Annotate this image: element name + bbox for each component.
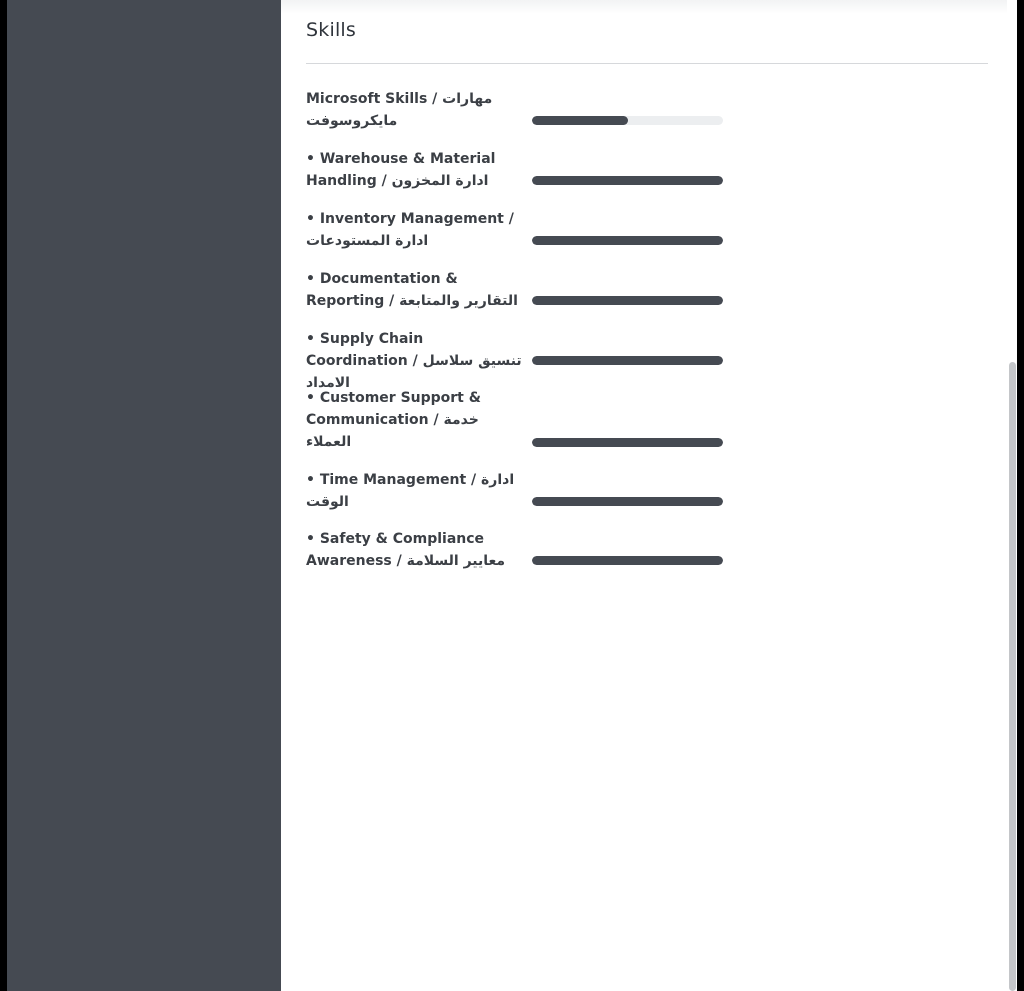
skill-level-fill	[532, 236, 723, 245]
previous-section-edge	[281, 0, 1017, 14]
skill-label: Microsoft Skills / مهارات مايكروسوفت	[306, 91, 493, 129]
skill-level-fill	[532, 296, 723, 305]
skill-item	[306, 208, 946, 252]
skill-level-bar	[532, 116, 723, 125]
skill-label: • Time Management / ادارة الوقت	[306, 472, 515, 510]
skill-level-bar	[532, 438, 723, 447]
resume-page	[7, 0, 1017, 991]
skill-level-fill	[532, 497, 723, 506]
skill-level-bar	[532, 556, 723, 565]
scrollbar-thumb[interactable]	[1009, 362, 1016, 991]
skill-label: • Documentation & Reporting / التقارير والمتابعة	[306, 271, 518, 309]
skill-item	[306, 328, 946, 394]
skill-label: • Safety & Compliance Awareness / معايير السلامة	[306, 531, 506, 569]
skill-label: • Supply Chain Coordination / تنسيق سلاسل الامداد	[306, 331, 522, 391]
skill-label: • Inventory Management / ادارة المستودعات	[306, 211, 514, 249]
skill-item	[306, 469, 946, 513]
skill-label: • Customer Support & Communication / خدمة العملاء	[306, 390, 481, 450]
skill-level-fill	[532, 176, 723, 185]
skill-level-bar	[532, 176, 723, 185]
skill-level-fill	[532, 356, 723, 365]
skills-section-title: Skills	[306, 19, 356, 41]
skill-item	[306, 528, 946, 572]
skill-level-fill	[532, 556, 723, 565]
skill-label: • Warehouse & Material Handling / ادارة المخزون	[306, 151, 496, 189]
skill-level-bar	[532, 497, 723, 506]
skill-level-bar	[532, 236, 723, 245]
skill-level-fill	[532, 116, 628, 125]
skill-item	[306, 268, 946, 312]
skill-item	[306, 148, 946, 192]
skill-level-fill	[532, 438, 723, 447]
resume-main-content	[281, 0, 1017, 991]
vertical-scrollbar[interactable]	[1007, 0, 1017, 991]
skill-level-bar	[532, 296, 723, 305]
skill-item	[306, 88, 946, 132]
resume-sidebar	[7, 0, 281, 991]
section-divider	[306, 63, 988, 64]
skill-item	[306, 387, 946, 453]
skill-level-bar	[532, 356, 723, 365]
